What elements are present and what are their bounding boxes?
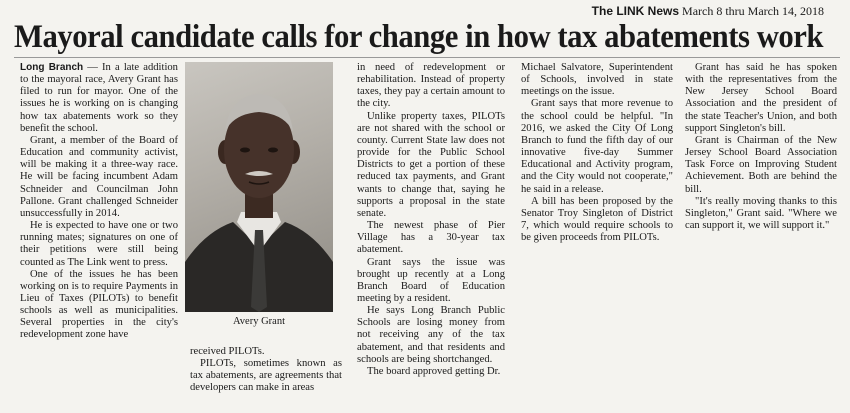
paragraph: The board approved getting Dr.	[367, 365, 501, 377]
publication-name: The LINK News	[591, 4, 680, 18]
headline: Mayoral candidate calls for change in how tax abatements work	[14, 19, 824, 55]
issue-dates: March 8 thru March 14, 2018	[682, 4, 824, 18]
paragraph: He says Long Branch Public Schools are losing money from not receiving any of the tax abatement, and that residents and schools are being shortchanged.	[357, 305, 505, 365]
paragraph: PILOTs, sometimes known as tax abatements, are agreements that developers can make in areas	[190, 358, 342, 394]
dateline: Long Branch	[20, 62, 84, 73]
paragraph: One of the issues he has been working on is to require Payments in Lieu of Taxes (PILOTs) to benefit schools as well as municipalities. Several properties in the city's redevelopment zone have	[20, 268, 178, 341]
masthead	[592, 4, 824, 19]
paragraph: The newest phase of Pier Village has a 30-year tax abatement.	[357, 220, 505, 256]
article-column-1	[20, 62, 178, 342]
paragraph: received PILOTs.	[190, 346, 265, 357]
portrait-illustration	[185, 62, 333, 312]
paragraph: Grant says that more revenue to the school could be helpful. "In 2016, we asked the City Of Long Branch to fund the fifth day of our innovative five-day Summer Educational and Activity program, and the City would not cooperate," he said in a release.	[521, 98, 673, 195]
paragraph: in need of redevelopment or rehabilitation. Instead of property taxes, they pay a certain amount to the city.	[357, 62, 505, 110]
paragraph: He is expected to have one or two running mates; signatures on one of their petitions were still being counted as The Link went to press.	[20, 220, 178, 268]
article-column-3	[357, 62, 505, 378]
paragraph: Unlike property taxes, PILOTs are not shared with the school or county. Current State law does not provide for the Public School Districts to get a portion of these reduced tax payments, and Grant wants to change that, saying he supports a proposal in the state senate.	[357, 110, 505, 219]
paragraph: Grant, a member of the Board of Education and community activist, will be making it a three-way race. He will be facing incumbent Adam Schneider and Councilman John Pallone. Grant challenged Schneider unsuccessfully in 2014.	[20, 134, 178, 219]
photo-avery-grant	[185, 62, 333, 312]
paragraph: Grant is Chairman of the New Jersey School Board Association Task Force on Improving Student Achievement. Both are behind the bill.	[685, 134, 837, 195]
paragraph: "It's really moving thanks to this Singleton," Grant said. "Where we can support it, we will support it."	[685, 195, 837, 232]
article-column-4	[521, 62, 673, 244]
headline-rule	[14, 57, 840, 58]
paragraph: Grant has said he has spoken with the representatives from the New Jersey School Board Association and the president of the state Teacher's Union, and both support Singleton's bill.	[685, 62, 837, 134]
paragraph: Long Branch — In a late addition to the mayoral race, Avery Grant has filed to run for mayor. One of the issues he is working on is changing how tax abatements work so they benefit the school.	[20, 62, 178, 134]
photo-caption: Avery Grant	[233, 316, 285, 327]
paragraph: A bill has been proposed by the Senator Troy Singleton of District 7, which would require schools to be given proceeds from PILOTs.	[521, 195, 673, 244]
paragraph: Michael Salvatore, Superintendent of Schools, involved in state meetings on the issue.	[521, 62, 673, 98]
article-column-2	[190, 346, 342, 395]
article-column-5	[685, 62, 837, 232]
paragraph: Grant says the issue was brought up recently at a Long Branch Board of Education meeting by a resident.	[357, 256, 505, 304]
